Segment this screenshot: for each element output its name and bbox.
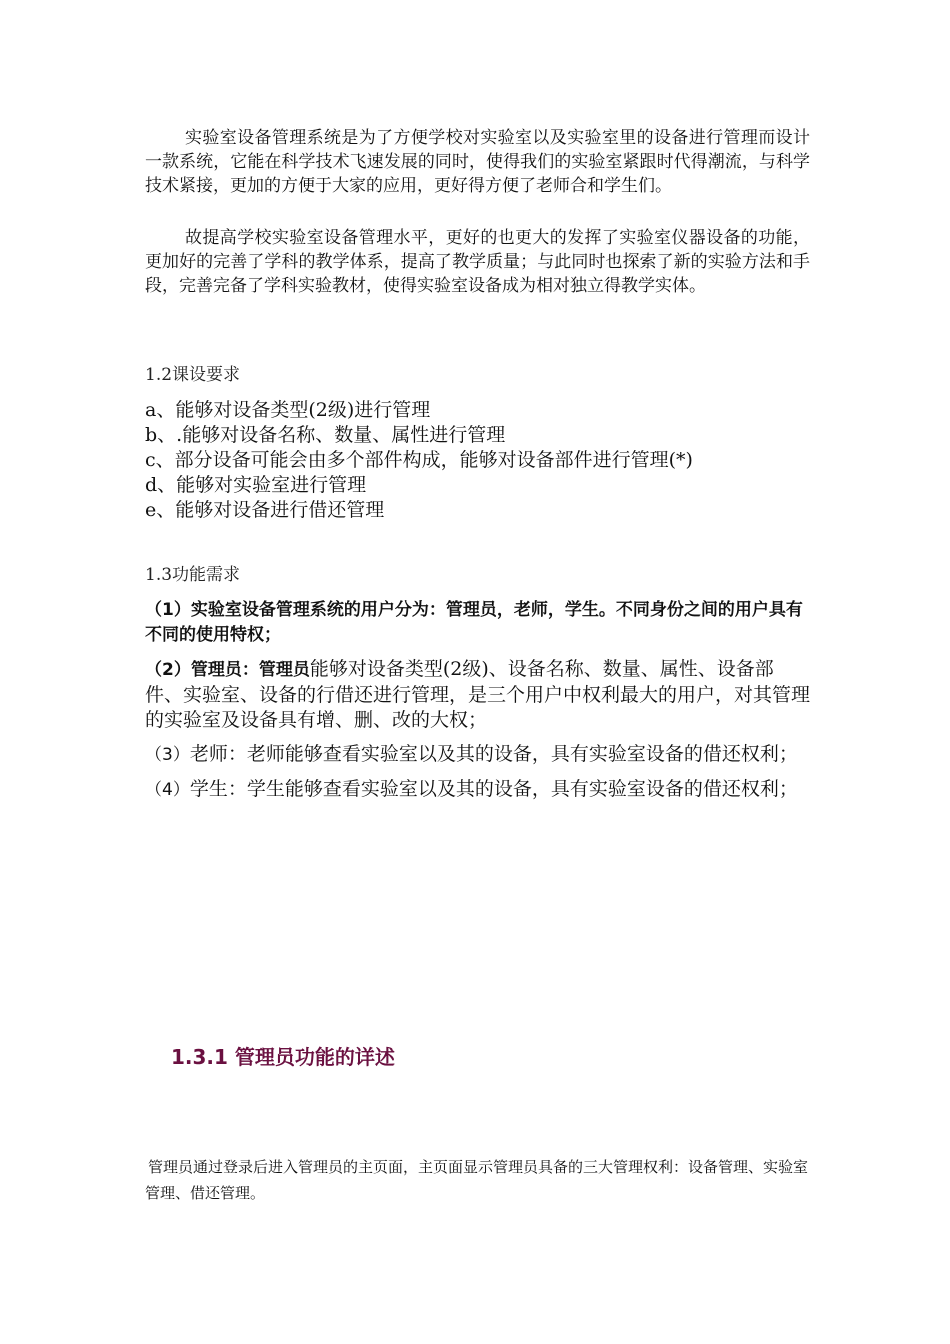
requirements-list	[145, 398, 810, 523]
list-item: d、能够对实验室进行管理	[145, 474, 367, 496]
function-item-teacher	[145, 742, 810, 768]
function-requirements	[145, 598, 810, 812]
function-item-teacher-lead: （3）	[145, 745, 190, 765]
list-item: e、能够对设备进行借还管理	[145, 499, 385, 521]
function-item-student-text: 学生：学生能够查看实验室以及其的设备，具有实验室设备的借还权利；	[189, 778, 798, 800]
function-item-teacher-text: 老师：老师能够查看实验室以及其的设备，具有实验室设备的借还权利；	[189, 743, 798, 765]
list-item: c、部分设备可能会由多个部件构成，能够对设备部件进行管理(*)	[145, 449, 693, 471]
function-item-admin-text: 能够对设备类型(2级)、设备名称、数量、属性、设备部件、实验室、设备的行借还进行管理，是三个用户中权利最大的用户，对其管理的实验室及设备具有增、删、改的大权；	[145, 658, 811, 731]
function-item-admin	[145, 657, 810, 733]
intro-paragraph-1: 实验室设备管理系统是为了方便学校对实验室以及实验室里的设备进行管理而设计一款系统，它能在科学技术飞速发展的同时，使得我们的实验室紧跟时代得潮流，与科学技术紧接，更加的方便于大家的应用，更好得方便了老师合和学生们。	[145, 128, 810, 196]
list-item: b、.能够对设备名称、数量、属性进行管理	[145, 424, 506, 446]
list-item: a、能够对设备类型(2级)进行管理	[145, 399, 431, 421]
function-item-student	[145, 777, 810, 803]
function-item-student-lead: （4）	[145, 780, 190, 800]
section-1-3-title: 1.3功能需求	[145, 565, 241, 585]
section-1-2-title: 1.2课设要求	[145, 365, 241, 385]
section-1-3-1-heading: 1.3.1 管理员功能的详述	[171, 1045, 395, 1069]
function-item-users: （1）实验室设备管理系统的用户分为：管理员，老师，学生。不同身份之间的用户具有不同的使用特权；	[145, 600, 803, 645]
function-item-admin-lead: （2）管理员：管理员	[145, 660, 310, 680]
intro-paragraph-2: 故提高学校实验室设备管理水平，更好的也更大的发挥了实验室仪器设备的功能，更加好的完善了学科的教学体系，提高了教学质量；与此同时也探索了新的实验方法和手段，完善完备了学科实验教材，使得实验室设备成为相对独立得教学实体。	[145, 228, 810, 296]
admin-detail-paragraph: 管理员通过登录后进入管理员的主页面，主页面显示管理员具备的三大管理权利：设备管理、实验室管理、借还管理。	[145, 1158, 809, 1202]
